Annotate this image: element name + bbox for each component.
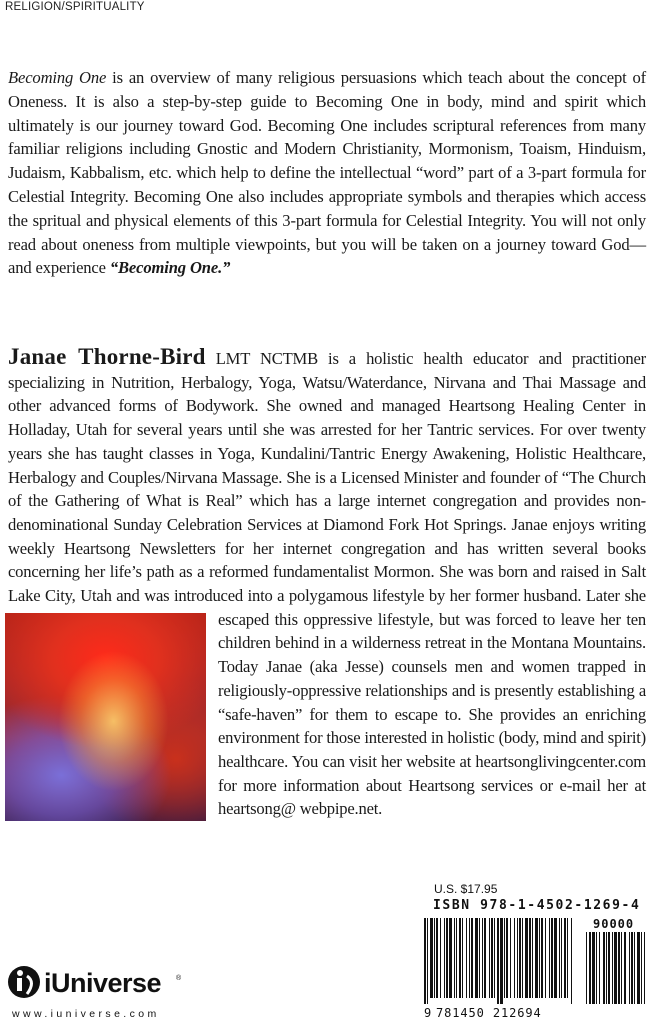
category-label: RELIGION/SPIRITUALITY: [5, 1, 145, 13]
barcode-digits: 781450 212694: [436, 1006, 542, 1020]
barcode-prefix-digit: 9: [424, 1006, 432, 1020]
author-name: Janae Thorne-Bird: [8, 344, 206, 369]
publisher-url: www.iuniverse.com: [12, 1008, 160, 1020]
author-bio: [8, 345, 646, 821]
barcode-addon-digits: 90000: [593, 917, 635, 931]
bio-paragraph-text: LMT NCTMB is a holistic health educator and practitioner specializing in Nutrition, Herbalogy, Yoga, Watsu/Waterdance, Nirvana and Thai Massage and other advanced forms of Bodywork. She owned and managed Heartsong Healing Center in Holladay, Utah for several years until she was arrested for her Tantric services. For over twenty years she has taught classes in Yoga, Kundalini/Tantric Energy Awakening, Holistic Healthcare, Herbalogy and Couples/Nirvana Massage. She is a Licensed Minister and founder of “The Church of the Gathering of What is Real” which has a large internet congregation and provides non-denominational Sunday Celebration Services at Diamond Fork Hot Springs. Janae enjoys writing weekly Heartsong Newsletters for her internet congregation and has written several books concerning her life’s path as a reformed fundamentalist Mormon. She was born and raised in Salt Lake City, Utah and was introduced into a polygamous lifestyle by her former husband.: [8, 349, 647, 606]
registered-mark: ®: [176, 975, 182, 982]
publisher-name: iUniverse: [44, 968, 162, 998]
description-closing: “Becoming One.”: [109, 258, 231, 278]
iuniverse-logo-icon: [6, 964, 42, 1000]
price-label: U.S. $17.95: [434, 882, 498, 896]
description-text: is an overview of many religious persuasions which teach about the concept of Oneness. It is also a step-by-step guide to Becoming One in body, mind and spirit which ultimately is our journey toward God. Becoming One includes scriptural references from many familiar religions including Gnostic and Modern Christianity, Mormonism, Toaism, Hinduism, Judaism, Kabbalism, etc. which help to define the intellectual “word” part of a 3-part formula for Celestial Integrity. Becoming One also includes appropriate symbols and therapies which access the spritual and physical elements of this 3-part formula for Celestial Integrity. You will not only read about oneness from multiple viewpoints, but you will be taken on a journey toward God—and experience: [8, 68, 646, 278]
isbn-label: ISBN 978-1-4502-1269-4: [433, 898, 641, 913]
bio-paragraph-text-continued: Later she escaped this oppressive lifestyle, but was forced to leave her ten children behind in a wilderness retreat in the Montana Mountains. Today Janae (aka Jesse) counsels men and women trapped in religiously-oppressive relationships and is presently establishing a “safe-haven” for them to escape to. She provides an enriching environment for those interested in holistic (body, mind and spirit) healthcare. You can visit her website at heartsonglivingcenter.com for more information about Heartsong services or e-mail her at heartsong@ webpipe.net.: [218, 586, 646, 819]
book-title: Becoming One: [8, 68, 107, 87]
author-photo: [5, 613, 206, 821]
book-description: [8, 66, 646, 280]
